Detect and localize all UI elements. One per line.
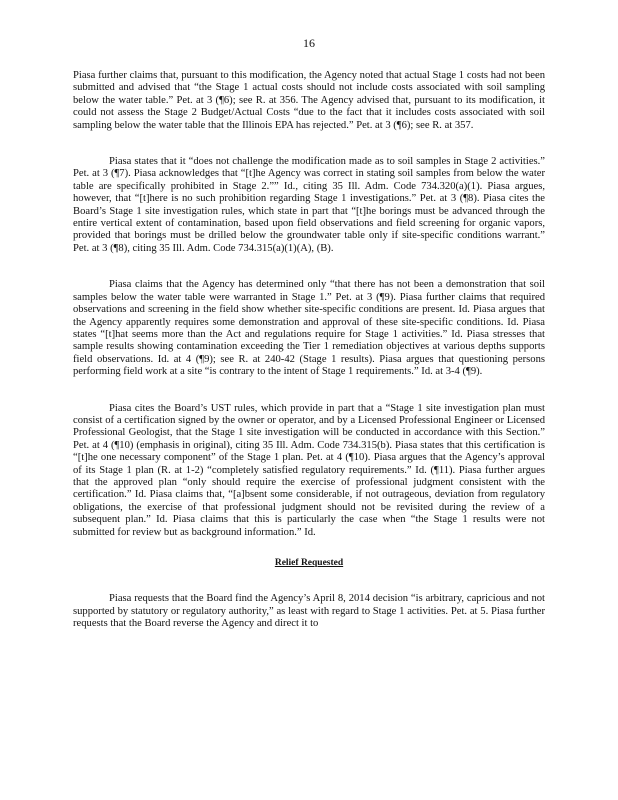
paragraph: Piasa states that it “does not challenge the modification made as to soil samples in Stage 2 activities.” Pet. at 3 (¶7). Piasa acknowledges that “[t]he Agency was correct in stating soil samples from below the water table are specifically prohibited in Stage 2.”” Id., citing 35 Ill. Adm. Code 734.320(a)(1). Piasa argues, however, that “[t]here is no such prohibition regarding Stage 1 investigations.” Pet. at 3 (¶8). Piasa cites the Board’s Stage 1 site investigation rules, which state in part that “[t]he borings must be advanced through the entire vertical extent of contamination, based upon field observations and field screening for organic vapors, provided that borings must be drilled below the groundwater table only if site-specific conditions warrant.” Pet. at 3 (¶8), citing 35 Ill. Adm. Code 734.315(a)(1)(A), (B).: [73, 156, 545, 254]
paragraph: Piasa further claims that, pursuant to this modification, the Agency noted that actual Stage 1 costs had not been submitted and advised that “the Stage 1 actual costs should not include costs associated with soil sampling below the water table.” Pet. at 3 (¶6); see R. at 356. The Agency advised that, pursuant to its modification, it could not assess the Stage 2 Budget/Actual Costs “due to the fact that it includes costs associated with soil sampling below the water table that the Illinois EPA has rejected.” Pet. at 3 (¶6); see R. at 357.: [73, 70, 545, 131]
paragraph: Piasa claims that the Agency has determined only “that there has not been a demonstration that soil samples below the water table were warranted in Stage 1.” Pet. at 3 (¶9). Piasa further claims that required observations and screening in the field show whether site-specific conditions are present. Id. Piasa argues that the Agency apparently requires some demonstration and approval of these site-specific conditions. Id. Piasa states “[t]hat seems more than the Act and regulations require for Stage 1 activities.” Id. Piasa stresses that sample results showing contamination exceeding the Tier 1 remediation objectives at various depths supports field observations. Id. at 4 (¶9); see R. at 240-42 (Stage 1 results). Piasa argues that questioning persons performing field work at a site “is contrary to the intent of Stage 1 requirements.” Id. at 3-4 (¶9).: [73, 279, 545, 378]
section-heading: Relief Requested: [274, 558, 344, 568]
page-number: 16: [303, 36, 315, 50]
document-body: [73, 70, 545, 631]
paragraph: Piasa requests that the Board find the Agency’s April 8, 2014 decision “is arbitrary, capricious and not supported by statutory or regulatory authority,” as least with regard to Stage 1 activities. Pet. at 5. Piasa further requests that the Board reverse the Agency and direct it to: [73, 593, 545, 630]
paragraph: Piasa cites the Board’s UST rules, which provide in part that a “Stage 1 site investigation plan must consist of a certification signed by the owner or operator, and by a Licensed Professional Engineer or Licensed Professional Geologist, that the Stage 1 site investigation will be conducted in accordance with this Section.” Pet. at 4 (¶10) (emphasis in original), citing 35 Ill. Adm. Code 734.315(b). Piasa states that this certification is “[t]he one necessary component” of the Stage 1 plan. Pet. at 4 (¶10). Piasa argues that the Agency’s approval of its Stage 1 plan (R. at 1-2) “completely satisfied regulatory requirements.” Id. (¶11). Piasa further argues that the approved plan “only should require the exercise of professional judgment consistent with the certification.” Id. Piasa claims that, “[a]bsent some considerable, if not outrageous, deviation from regulatory obligations, the exercise of that professional judgment should not be revisited during the review of a subsequent plan.” Id. Piasa claims that this is particularly the case when “the Stage 1 results were not submitted for review but as background information.” Id.: [73, 402, 545, 538]
